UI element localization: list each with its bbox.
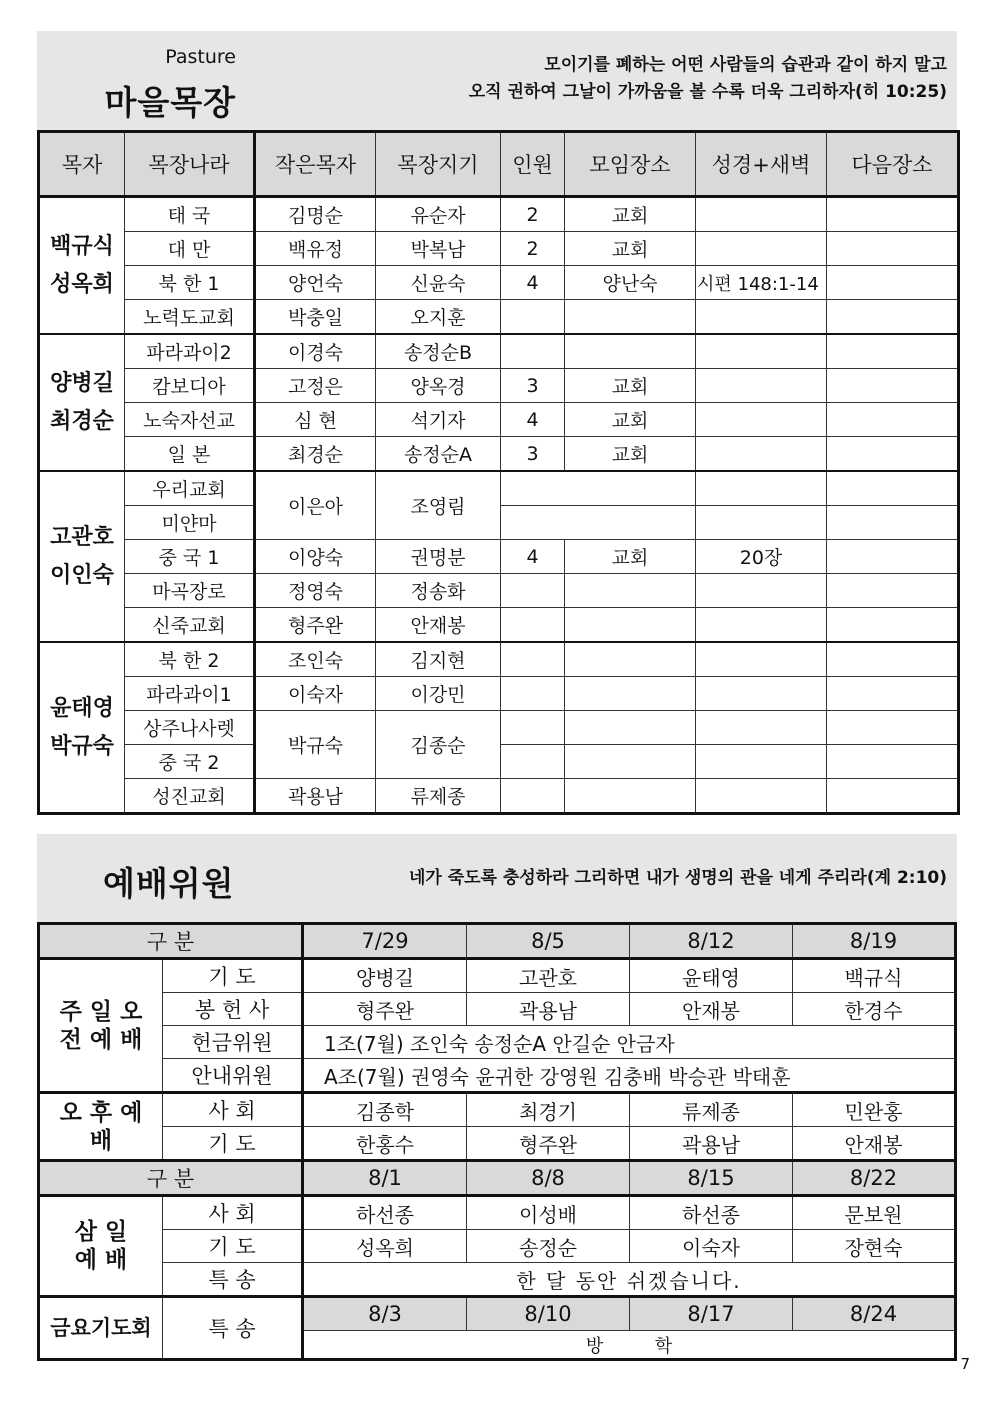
table-row [39, 779, 959, 814]
role-label: 기 도 [163, 959, 303, 993]
name-cell: 안재봉 [793, 1127, 956, 1161]
pastor-cell [39, 334, 125, 471]
table-row [39, 266, 959, 300]
role-label: 기 도 [163, 1127, 303, 1161]
name-cell: 민완홍 [793, 1093, 956, 1127]
bible-cell [696, 437, 827, 472]
keeper-cell: 류제종 [376, 779, 501, 814]
keeper-cell: 양옥경 [376, 369, 501, 403]
name-cell: 곽용남 [630, 1127, 793, 1161]
name-cell: 장현숙 [793, 1230, 956, 1263]
small-pastor-cell: 조인숙 [255, 642, 376, 677]
table-row [39, 1093, 956, 1127]
country-cell: 대 만 [125, 232, 255, 266]
next-place-cell [827, 779, 959, 814]
next-place-cell [827, 642, 959, 677]
table-row [39, 300, 959, 335]
country-cell: 중 국 2 [125, 745, 255, 779]
empty-cell [696, 471, 827, 506]
keeper-cell: 박복남 [376, 232, 501, 266]
empty-cell [501, 711, 565, 745]
name-cell: 한경수 [793, 993, 956, 1026]
country-cell: 북 한 1 [125, 266, 255, 300]
pastor-name: 양병길 [50, 370, 114, 396]
place-cell [565, 779, 696, 814]
pastor-name: 이인숙 [50, 562, 114, 588]
table-row [39, 1196, 956, 1230]
bible-cell [696, 334, 827, 369]
col-header: 목자 [39, 132, 125, 197]
count-cell [501, 300, 565, 335]
table-row [39, 574, 959, 608]
date-cell: 8/8 [467, 1161, 630, 1196]
bible-cell [696, 608, 827, 643]
place-cell: 교회 [565, 232, 696, 266]
name-cell: 한홍수 [303, 1127, 467, 1161]
pasture-verse [469, 52, 947, 106]
count-cell: 2 [501, 232, 565, 266]
col-header: 인원 [501, 132, 565, 197]
country-cell: 마곡장로 [125, 574, 255, 608]
country-cell: 캄보디아 [125, 369, 255, 403]
next-place-cell [827, 608, 959, 643]
role-label: 사 회 [163, 1093, 303, 1127]
place-cell: 교회 [565, 403, 696, 437]
count-cell: 2 [501, 197, 565, 232]
country-cell: 파라과이2 [125, 334, 255, 369]
worship-title: 예배위원 [103, 864, 235, 903]
small-pastor-cell: 박규숙 [255, 711, 376, 779]
bible-cell: 20장 [696, 540, 827, 574]
small-pastor-cell: 양언숙 [255, 266, 376, 300]
table-row [39, 1059, 956, 1093]
small-pastor-cell: 박충일 [255, 300, 376, 335]
next-place-cell [827, 540, 959, 574]
name-cell: 류제종 [630, 1093, 793, 1127]
sunday-pm-section: 오 후 예 배 [39, 1093, 163, 1161]
wednesday-section: 삼 일 예 배 [39, 1196, 163, 1297]
small-pastor-cell: 백유정 [255, 232, 376, 266]
keeper-cell: 김종순 [376, 711, 501, 779]
next-place-cell [827, 403, 959, 437]
gubun-label: 구 분 [39, 1161, 303, 1196]
count-cell: 4 [501, 403, 565, 437]
role-label: 봉 헌 사 [163, 993, 303, 1026]
keeper-cell: 송정순A [376, 437, 501, 472]
name-cell: 고관호 [467, 959, 630, 993]
date-cell: 7/29 [303, 924, 467, 959]
place-cell: 교회 [565, 369, 696, 403]
table-row [39, 403, 959, 437]
small-pastor-cell: 이양숙 [255, 540, 376, 574]
pastor-name: 성옥희 [50, 271, 114, 297]
table-row [39, 437, 959, 472]
place-cell: 교회 [565, 197, 696, 232]
date-cell: 8/10 [467, 1297, 630, 1331]
empty-cell [501, 506, 696, 540]
table-row [39, 1297, 956, 1331]
date-cell: 8/19 [793, 924, 956, 959]
empty-cell [827, 506, 959, 540]
table-row [39, 1127, 956, 1161]
empty-cell [501, 745, 565, 779]
name-cell: 문보원 [793, 1196, 956, 1230]
country-cell: 북 한 2 [125, 642, 255, 677]
next-place-cell [827, 197, 959, 232]
bible-cell [696, 232, 827, 266]
pastor-name: 최경순 [50, 408, 114, 434]
keeper-cell: 조영림 [376, 471, 501, 540]
role-label: 헌금위원 [163, 1026, 303, 1059]
empty-cell [501, 471, 696, 506]
country-cell: 태 국 [125, 197, 255, 232]
empty-cell [696, 711, 827, 745]
empty-cell [827, 745, 959, 779]
table-row [39, 959, 956, 993]
keeper-cell: 유순자 [376, 197, 501, 232]
count-cell [501, 334, 565, 369]
place-cell [565, 334, 696, 369]
table-row [39, 1026, 956, 1059]
next-place-cell [827, 369, 959, 403]
empty-cell [696, 745, 827, 779]
pasture-header [37, 31, 244, 130]
pastor-name: 박규숙 [50, 733, 114, 759]
table-row [39, 197, 959, 232]
keeper-cell: 신윤숙 [376, 266, 501, 300]
offering-committee: 1조(7월) 조인숙 송정순A 안길순 안금자 [303, 1026, 956, 1059]
pastor-cell [39, 642, 125, 814]
date-cell: 8/15 [630, 1161, 793, 1196]
count-cell [501, 677, 565, 711]
bible-cell [696, 403, 827, 437]
empty-cell [827, 711, 959, 745]
next-place-cell [827, 574, 959, 608]
name-cell: 송정순 [467, 1230, 630, 1263]
place-cell [565, 677, 696, 711]
empty-cell [565, 745, 696, 779]
date-cell: 8/3 [303, 1297, 467, 1331]
country-cell: 미얀마 [125, 506, 255, 540]
pasture-header-row [39, 132, 959, 197]
col-header: 작은목자 [255, 132, 376, 197]
empty-cell [696, 506, 827, 540]
special-song-note: 한 달 동안 쉬겠습니다. [303, 1263, 956, 1297]
role-label: 특 송 [163, 1263, 303, 1297]
pastor-name: 백규식 [50, 233, 114, 259]
country-cell: 성진교회 [125, 779, 255, 814]
place-cell [565, 300, 696, 335]
place-cell: 교회 [565, 437, 696, 472]
bible-cell [696, 779, 827, 814]
country-cell: 노력도교회 [125, 300, 255, 335]
country-cell: 일 본 [125, 437, 255, 472]
table-row [39, 711, 959, 745]
count-cell [501, 779, 565, 814]
name-cell: 이숙자 [630, 1230, 793, 1263]
bible-cell [696, 642, 827, 677]
name-cell: 곽용남 [467, 993, 630, 1026]
small-pastor-cell: 형주완 [255, 608, 376, 643]
role-label: 안내위원 [163, 1059, 303, 1093]
count-cell: 3 [501, 437, 565, 472]
name-cell: 하선종 [303, 1196, 467, 1230]
pasture-subtitle: Pasture [165, 46, 236, 68]
keeper-cell: 오지훈 [376, 300, 501, 335]
next-place-cell [827, 266, 959, 300]
page-number: 7 [960, 1355, 970, 1373]
role-label: 사 회 [163, 1196, 303, 1230]
bible-cell [696, 574, 827, 608]
table-row [39, 642, 959, 677]
usher-committee: A조(7월) 권영숙 윤귀한 강영원 김충배 박승관 박태훈 [303, 1059, 956, 1093]
date-cell: 8/17 [630, 1297, 793, 1331]
table-row [39, 608, 959, 643]
country-cell: 노숙자선교 [125, 403, 255, 437]
role-label: 특 송 [163, 1297, 303, 1360]
pastor-name: 윤태영 [50, 695, 114, 721]
name-cell: 양병길 [303, 959, 467, 993]
col-header: 다음장소 [827, 132, 959, 197]
name-cell: 형주완 [303, 993, 467, 1026]
col-header: 성경+새벽 [696, 132, 827, 197]
pastor-name: 고관호 [50, 524, 114, 550]
name-cell: 백규식 [793, 959, 956, 993]
count-cell [501, 574, 565, 608]
worship-table [37, 922, 957, 1361]
count-cell [501, 642, 565, 677]
small-pastor-cell: 김명순 [255, 197, 376, 232]
small-pastor-cell: 곽용남 [255, 779, 376, 814]
keeper-cell: 안재봉 [376, 608, 501, 643]
keeper-cell: 권명분 [376, 540, 501, 574]
wed-date-row [39, 1161, 956, 1196]
pasture-table [37, 130, 960, 815]
place-cell: 양난숙 [565, 266, 696, 300]
gubun-label: 구 분 [39, 924, 303, 959]
vacation-note: 방 학 [303, 1331, 956, 1360]
worship-verse: 네가 죽도록 충성하라 그리하면 내가 생명의 관을 네게 주리라(계 2:10) [408, 868, 947, 888]
next-place-cell [827, 300, 959, 335]
name-cell: 하선종 [630, 1196, 793, 1230]
friday-section: 금요기도회 [39, 1297, 163, 1360]
count-cell: 4 [501, 540, 565, 574]
sunday-date-row [39, 924, 956, 959]
name-cell: 최경기 [467, 1093, 630, 1127]
pasture-verse-line1: 모이기를 폐하는 어떤 사람들의 습관과 같이 하지 말고 [544, 55, 947, 75]
name-cell: 안재봉 [630, 993, 793, 1026]
empty-cell [565, 711, 696, 745]
bible-cell [696, 197, 827, 232]
role-label: 기 도 [163, 1230, 303, 1263]
pastor-cell [39, 197, 125, 335]
table-row [39, 540, 959, 574]
count-cell: 3 [501, 369, 565, 403]
small-pastor-cell: 이경숙 [255, 334, 376, 369]
bible-cell [696, 369, 827, 403]
date-cell: 8/12 [630, 924, 793, 959]
table-row [39, 993, 956, 1026]
next-place-cell [827, 232, 959, 266]
country-cell: 상주나사렛 [125, 711, 255, 745]
pastor-cell [39, 471, 125, 642]
table-row [39, 677, 959, 711]
small-pastor-cell: 정영숙 [255, 574, 376, 608]
small-pastor-cell: 이숙자 [255, 677, 376, 711]
table-row [39, 1263, 956, 1297]
place-cell [565, 574, 696, 608]
date-cell: 8/5 [467, 924, 630, 959]
date-cell: 8/22 [793, 1161, 956, 1196]
table-row [39, 232, 959, 266]
place-cell [565, 608, 696, 643]
name-cell: 김종학 [303, 1093, 467, 1127]
keeper-cell: 김지현 [376, 642, 501, 677]
small-pastor-cell: 심 현 [255, 403, 376, 437]
table-row [39, 369, 959, 403]
col-header: 목장나라 [125, 132, 255, 197]
country-cell: 신죽교회 [125, 608, 255, 643]
place-cell [565, 642, 696, 677]
name-cell: 이성배 [467, 1196, 630, 1230]
name-cell: 형주완 [467, 1127, 630, 1161]
name-cell: 윤태영 [630, 959, 793, 993]
date-cell: 8/1 [303, 1161, 467, 1196]
keeper-cell: 이강민 [376, 677, 501, 711]
next-place-cell [827, 334, 959, 369]
bible-cell [696, 677, 827, 711]
country-cell: 중 국 1 [125, 540, 255, 574]
count-cell: 4 [501, 266, 565, 300]
keeper-cell: 정송화 [376, 574, 501, 608]
keeper-cell: 송정순B [376, 334, 501, 369]
small-pastor-cell: 고정은 [255, 369, 376, 403]
table-row [39, 334, 959, 369]
next-place-cell [827, 677, 959, 711]
keeper-cell: 석기자 [376, 403, 501, 437]
col-header: 모임장소 [565, 132, 696, 197]
country-cell: 파라과이1 [125, 677, 255, 711]
count-cell [501, 608, 565, 643]
pasture-title: 마을목장 [104, 83, 236, 122]
small-pastor-cell: 최경순 [255, 437, 376, 472]
next-place-cell [827, 437, 959, 472]
country-cell: 우리교회 [125, 471, 255, 506]
small-pastor-cell: 이은아 [255, 471, 376, 540]
worship-header [37, 834, 239, 922]
name-cell: 성옥희 [303, 1230, 467, 1263]
sunday-am-section: 주 일 오 전 예 배 [39, 959, 163, 1093]
empty-cell [827, 471, 959, 506]
col-header: 목장지기 [376, 132, 501, 197]
place-cell: 교회 [565, 540, 696, 574]
bible-cell: 시편 148:1-14 [696, 266, 827, 300]
bible-cell [696, 300, 827, 335]
table-row [39, 1230, 956, 1263]
pasture-verse-line2: 오직 권하여 그날이 가까움을 볼 수록 더욱 그리하자(히 10:25) [468, 82, 947, 102]
date-cell: 8/24 [793, 1297, 956, 1331]
table-row [39, 471, 959, 506]
